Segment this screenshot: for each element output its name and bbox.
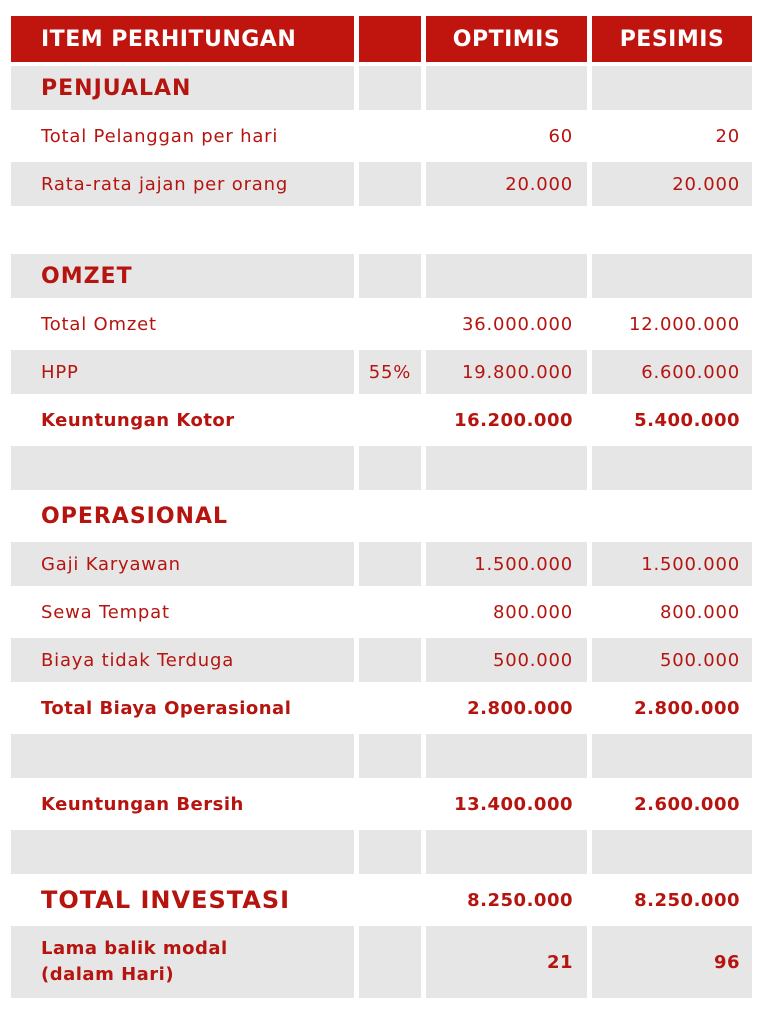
net-profit-row — [11, 782, 752, 826]
table-row — [11, 590, 752, 634]
cell-empty — [426, 254, 587, 298]
total-row — [11, 398, 752, 442]
cell-empty — [11, 446, 354, 490]
investment-table — [11, 16, 752, 1002]
header-optimis: OPTIMIS — [426, 16, 587, 62]
empty-row — [11, 734, 752, 778]
table-row — [11, 350, 752, 394]
row-pct: 55% — [359, 350, 421, 394]
section-title: PENJUALAN — [11, 66, 354, 110]
header-item: ITEM PERHITUNGAN — [11, 16, 354, 62]
cell-empty — [359, 926, 421, 998]
cell-empty — [359, 446, 421, 490]
cell-empty — [359, 542, 421, 586]
row-label: Rata-rata jajan per orang — [11, 162, 354, 206]
cell-empty — [592, 254, 752, 298]
cell-empty — [11, 830, 354, 874]
empty-row — [11, 446, 752, 490]
cell-empty — [592, 66, 752, 110]
row-label: Total Pelanggan per hari — [41, 125, 279, 147]
net-profit-pesimis: 2.600.000 — [634, 793, 740, 815]
row-pesimis: 800.000 — [659, 601, 740, 623]
cell-empty — [426, 830, 587, 874]
cell-empty — [359, 686, 421, 730]
row-label: Biaya tidak Terduga — [11, 638, 354, 682]
cell-empty — [359, 830, 421, 874]
net-profit-label: Keuntungan Bersih — [41, 793, 244, 815]
net-profit-optimis: 13.400.000 — [454, 793, 573, 815]
section-title: OPERASIONAL — [41, 503, 229, 529]
row-optimis: 60 — [548, 125, 573, 147]
cell-empty — [592, 494, 752, 538]
cell-empty — [359, 734, 421, 778]
cell-empty — [359, 878, 421, 922]
payback-label-line1: Lama balik modal — [41, 938, 228, 959]
section-title: OMZET — [11, 254, 354, 298]
total-label: Keuntungan Kotor — [41, 409, 235, 431]
cell-empty — [11, 734, 354, 778]
investment-row — [11, 878, 752, 922]
total-row — [11, 686, 752, 730]
spacer — [11, 210, 752, 254]
row-pesimis: 6.600.000 — [592, 350, 752, 394]
payback-row — [11, 926, 752, 998]
table-row — [11, 114, 752, 158]
investment-label: TOTAL INVESTASI — [41, 886, 291, 914]
investment-pesimis: 8.250.000 — [634, 889, 740, 911]
row-label: Gaji Karyawan — [11, 542, 354, 586]
cell-empty — [426, 734, 587, 778]
total-optimis: 16.200.000 — [454, 409, 573, 431]
section-omzet — [11, 254, 752, 298]
row-optimis: 1.500.000 — [426, 542, 587, 586]
row-optimis: 500.000 — [426, 638, 587, 682]
row-pesimis: 500.000 — [592, 638, 752, 682]
row-pesimis: 20.000 — [592, 162, 752, 206]
payback-label — [11, 926, 354, 998]
header-pesimis: PESIMIS — [592, 16, 752, 62]
empty-row — [11, 830, 752, 874]
section-operasional — [11, 494, 752, 538]
cell-empty — [359, 782, 421, 826]
table-row — [11, 302, 752, 346]
row-pct — [359, 162, 421, 206]
header-pct — [359, 16, 421, 62]
payback-optimis: 21 — [426, 926, 587, 998]
cell-empty — [359, 254, 421, 298]
cell-empty — [359, 398, 421, 442]
table-header — [11, 16, 752, 62]
table-row — [11, 162, 752, 206]
payback-pesimis: 96 — [592, 926, 752, 998]
total-pesimis: 5.400.000 — [634, 409, 740, 431]
row-optimis: 20.000 — [426, 162, 587, 206]
cell-empty — [359, 638, 421, 682]
cell-empty — [359, 494, 421, 538]
section-penjualan — [11, 66, 752, 110]
table-row — [11, 542, 752, 586]
row-pesimis: 20 — [715, 125, 740, 147]
row-optimis: 800.000 — [492, 601, 573, 623]
row-pct — [359, 302, 421, 346]
cell-empty — [359, 590, 421, 634]
cell-empty — [426, 446, 587, 490]
total-optimis: 2.800.000 — [467, 697, 573, 719]
row-label: Total Omzet — [41, 313, 157, 335]
row-pesimis: 12.000.000 — [628, 313, 740, 335]
investment-optimis: 8.250.000 — [467, 889, 573, 911]
row-optimis: 19.800.000 — [426, 350, 587, 394]
total-pesimis: 2.800.000 — [634, 697, 740, 719]
cell-empty — [426, 66, 587, 110]
cell-empty — [592, 830, 752, 874]
cell-empty — [426, 494, 587, 538]
cell-empty — [592, 446, 752, 490]
total-label: Total Biaya Operasional — [41, 697, 292, 719]
cell-empty — [359, 66, 421, 110]
row-pesimis: 1.500.000 — [592, 542, 752, 586]
row-pct — [359, 114, 421, 158]
cell-empty — [592, 734, 752, 778]
row-label: Sewa Tempat — [41, 601, 170, 623]
row-optimis: 36.000.000 — [461, 313, 573, 335]
row-label: HPP — [11, 350, 354, 394]
table-row — [11, 638, 752, 682]
payback-label-line2: (dalam Hari) — [41, 964, 175, 985]
